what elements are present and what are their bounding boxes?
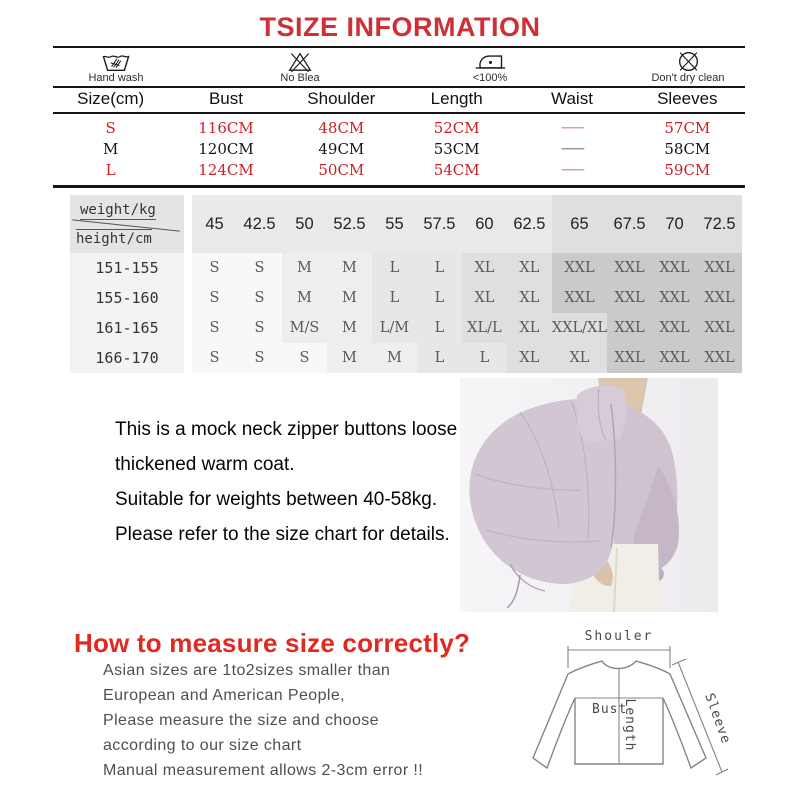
weight-header-cell: 70 [652,195,697,253]
recommended-size-cell: XL [507,343,552,373]
waist-dash-cell: —— [560,162,583,177]
weight-header-cell: 65 [552,195,607,253]
recommended-size-cell: XXL [652,313,697,343]
measure-heading: How to measure size correctly? [74,628,471,658]
recommended-size-cell: L [417,253,462,283]
recommended-size-cell: XXL [697,313,742,343]
size-table-cell: S [105,118,116,137]
waist-dash-cell: —— [560,141,583,156]
recommended-size-cell: S [237,283,282,313]
bust-label: Bust [592,702,628,717]
size-table-cell: 124CM [198,160,254,179]
recommended-size-cell: XXL [697,253,742,283]
recommended-size-cell: XXL [552,283,607,313]
size-table-cell: 58CM [664,139,711,158]
col-header-size: Size(cm) [77,89,145,108]
height-range-cell: 155-160 [70,283,184,313]
description-line: thickened warm coat. [115,454,295,475]
size-table-cell: 49CM [318,139,365,158]
no-bleach-icon [287,50,313,73]
size-table-row [53,159,745,180]
description-line: This is a mock neck zipper buttons loose [115,419,458,440]
measure-notes [103,663,423,788]
weight-header-cell: 42.5 [237,195,282,253]
measure-diagram [528,620,796,798]
recommended-size-cell: XXL [652,343,697,373]
weight-header-cell: 72.5 [697,195,742,253]
recommended-size-cell: L [372,283,417,313]
weight-header-cell: 60 [462,195,507,253]
col-header-shoulder: Shoulder [307,89,376,108]
weight-header-cell: 45 [192,195,237,253]
care-item-hand-wash [53,50,179,84]
recommended-size-cell: M [327,283,372,313]
measure-line: Please measure the size and choose [103,712,379,729]
care-instructions-strip [53,46,745,88]
size-table-cell: 53CM [433,139,480,158]
recommended-size-cell: XL [507,283,552,313]
shoulder-label: Shouler [584,629,654,644]
care-item-no-dry-clean [625,50,751,84]
sleeve-label: Sleeve [701,691,734,747]
size-table-body [53,114,745,188]
size-table-cell: 59CM [664,160,711,179]
recommended-size-cell: XXL [697,343,742,373]
hand-wash-icon [100,50,132,73]
no-dry-clean-icon [676,50,701,73]
recommended-size-cell: M [327,253,372,283]
weight-header-cell: 67.5 [607,195,652,253]
recommended-size-cell: XXL [697,283,742,313]
size-table-cell: 52CM [433,118,480,137]
size-table-header [53,86,745,114]
product-photo [460,378,718,612]
recommended-size-cell: M [372,343,417,373]
col-header-length: Length [430,89,483,108]
col-header-sleeves: Sleeves [657,89,718,108]
recommended-size-cell: M [327,313,372,343]
recommended-size-cell: XXL [652,253,697,283]
recommended-size-cell: XL/L [462,313,507,343]
iron-low-icon [474,50,507,73]
recommended-size-cell: XL [552,343,607,373]
size-table-cell: L [105,160,116,179]
recommended-size-cell: XXL [552,253,607,283]
recommended-size-cell: S [237,313,282,343]
recommended-size-cell: XXL [607,343,652,373]
size-table-cell: M [102,139,119,158]
recommended-size-cell: S [192,343,237,373]
waist-dash-cell: —— [560,120,583,135]
product-description [115,420,457,560]
matrix-corner-cell [70,195,184,253]
weight-header-cell: 62.5 [507,195,552,253]
matrix-gap [184,195,192,253]
measure-line: Manual measurement allows 2-3cm error !! [103,762,424,779]
recommended-size-cell: S [282,343,327,373]
recommended-size-cell: L/M [372,313,417,343]
size-table-row [53,117,745,138]
fit-matrix-grid [70,195,742,373]
recommended-size-cell: XL [462,253,507,283]
recommended-size-cell: L [417,283,462,313]
weight-header-cell: 52.5 [327,195,372,253]
care-item-no-bleach [237,50,363,84]
recommended-size-cell: L [417,343,462,373]
height-range-cell: 161-165 [70,313,184,343]
size-table-cell: 57CM [664,118,711,137]
matrix-gap [184,283,192,313]
height-range-cell: 166-170 [70,343,184,373]
recommended-size-cell: L [372,253,417,283]
recommended-size-cell: XL [462,283,507,313]
measure-line: Asian sizes are 1to2sizes smaller than [103,662,391,679]
recommended-size-cell: M [282,253,327,283]
length-label: Length [622,698,637,752]
measure-line: according to our size chart [103,737,302,754]
size-table-cell: 48CM [318,118,365,137]
size-table-cell: 50CM [318,160,365,179]
recommended-size-cell: S [237,343,282,373]
weight-header-cell: 55 [372,195,417,253]
recommended-size-cell: XXL [652,283,697,313]
recommended-size-cell: M [282,283,327,313]
size-table-cell: 54CM [433,160,480,179]
care-item-iron-low [427,50,553,84]
size-table [53,86,745,188]
col-header-bust: Bust [208,89,243,108]
recommended-size-cell: L [462,343,507,373]
recommended-size-cell: S [237,253,282,283]
col-header-waist: Waist [551,89,593,108]
description-line: Please refer to the size chart for details. [115,524,450,545]
size-table-cell: 120CM [198,139,254,158]
measure-line: European and American People, [103,687,345,704]
recommended-size-cell: XL [507,253,552,283]
recommended-size-cell: M [327,343,372,373]
recommended-size-cell: XXL/XL [552,313,607,343]
recommended-size-cell: S [192,313,237,343]
description-line: Suitable for weights between 40-58kg. [115,489,438,510]
size-table-row [53,138,745,159]
recommended-size-cell: XXL [607,253,652,283]
care-label: <100% [472,72,508,84]
weight-header-cell: 57.5 [417,195,462,253]
shoulder-measure-line [568,646,670,668]
size-table-cell: 116CM [198,118,254,137]
recommended-size-cell: XXL [607,313,652,343]
recommended-size-cell: L [417,313,462,343]
recommended-size-cell: M/S [282,313,327,343]
weight-header-cell: 50 [282,195,327,253]
care-label: Hand wash [88,72,144,84]
matrix-gap [184,343,192,373]
recommended-size-cell: S [192,283,237,313]
page-title: TSIZE INFORMATION [259,12,541,42]
matrix-gap [184,313,192,343]
care-label: No Blea [280,72,320,84]
recommended-size-cell: S [192,253,237,283]
corner-weight-label: weight/kg [80,202,156,218]
recommended-size-cell: XXL [607,283,652,313]
care-label: Don't dry clean [651,72,725,84]
corner-height-label: height/cm [76,231,152,247]
recommended-size-cell: XL [507,313,552,343]
height-range-cell: 151-155 [70,253,184,283]
matrix-gap [184,253,192,283]
